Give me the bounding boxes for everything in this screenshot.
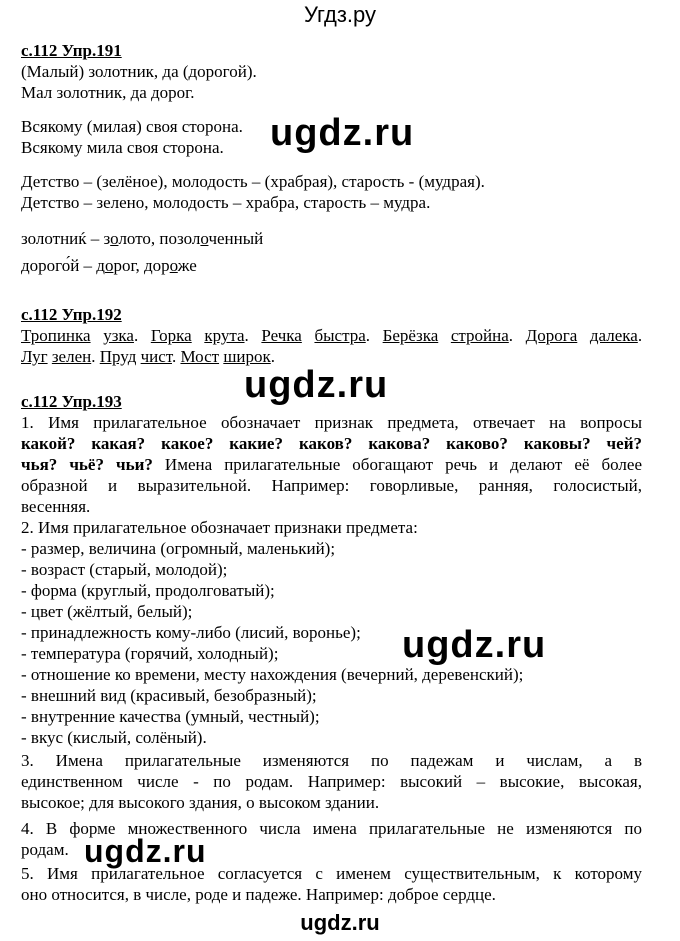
ex193-p1-line-1: 1. Имя прилагательное обозначает признак предмета, отвечает на вопросы — [21, 413, 642, 432]
watermark: ugdz.ru — [84, 833, 207, 869]
ex191-header: с.112 Упр.191 — [21, 41, 122, 60]
watermark: ugdz.ru — [402, 624, 547, 666]
site-title[interactable]: Угдз.ру — [303, 2, 377, 27]
ex192-line-2: Луг зелен. Пруд чист. Мост широк. — [21, 347, 276, 366]
list-item: - форма (круглый, продолговатый); — [21, 581, 275, 600]
ex191-line-2: Мал золотник, да дорог. — [21, 83, 195, 102]
ex193-p1-line-5: весенняя. — [21, 497, 91, 516]
ex193-p3-line-3: высокое; для высокого здания, о высоком здании. — [21, 793, 380, 812]
list-item: - принадлежность кому-либо (лисий, воронье); — [21, 623, 361, 642]
ex193-p1-line-4: образной и выразительной. Например: говорливые, ранняя, голосистый, — [21, 476, 642, 495]
list-item: - вкус (кислый, солёный). — [21, 728, 207, 747]
ex193-p2: 2. Имя прилагательное обозначает признаки предмета: — [21, 518, 418, 537]
ex193-p3-line-1: 3. Имена прилагательные изменяются по падежам и числам, а в — [21, 751, 642, 770]
stress-line-2: дорого ́й – дорог, дороже — [21, 255, 197, 276]
ex193-p5-line-1: 5. Имя прилагательное согласуется с именем существительным, к которому — [21, 864, 642, 883]
footer-watermark: ugdz.ru — [300, 910, 380, 935]
ex193-p1-line-3: чья? чьё? чьи? Имена прилагательные обогащают речь и делают её более — [21, 455, 642, 474]
ex191-line-4: Всякому мила своя сторона. — [21, 138, 224, 157]
list-item: - отношение ко времени, месту нахождения (вечерний, деревенский); — [21, 665, 524, 684]
ex191-line-1: (Малый) золотник, да (дорогой). — [21, 62, 257, 81]
watermark: ugdz.ru — [270, 112, 415, 154]
ex192-line-1: Тропинка узка. Горка крута. Речка быстра. Берёзка стройна. Дорога далека. — [21, 326, 643, 345]
ex193-header: с.112 Упр.193 — [21, 392, 122, 411]
list-item: - внутренние качества (умный, честный); — [21, 707, 320, 726]
list-item: - внешний вид (красивый, безобразный); — [21, 686, 317, 705]
stress-line-1: золотник ́ – золото, позолоченный — [21, 228, 263, 249]
ex191-line-5: Детство – (зелёное), молодость – (храбрая), старость - (мудрая). — [21, 172, 485, 191]
watermark: ugdz.ru — [244, 364, 389, 406]
list-item: - температура (горячий, холодный); — [21, 644, 279, 663]
list-item: - возраст (старый, молодой); — [21, 560, 228, 579]
ex193-p4-line-2: родам. — [21, 840, 69, 859]
ex193-p5-line-2: оно относится, в числе, роде и падеже. Например: доброе сердце. — [21, 885, 496, 904]
ex191-line-6: Детство – зелено, молодость – храбра, старость – мудра. — [21, 193, 431, 212]
list-item: - размер, величина (огромный, маленький); — [21, 539, 336, 558]
ex191-line-3: Всякому (милая) своя сторона. — [21, 117, 243, 136]
ex192-header: с.112 Упр.192 — [21, 305, 122, 324]
ex193-p4-line-1: 4. В форме множественного числа имена прилагательные не изменяются по — [21, 819, 642, 838]
list-item: - цвет (жёлтый, белый); — [21, 602, 193, 621]
ex193-p3-line-2: единственном числе - по родам. Например: высокий – высокие, высокая, — [21, 772, 642, 791]
ex193-p1-line-2: какой? какая? какое? какие? каков? какова? каково? каковы? чей? — [21, 434, 642, 453]
